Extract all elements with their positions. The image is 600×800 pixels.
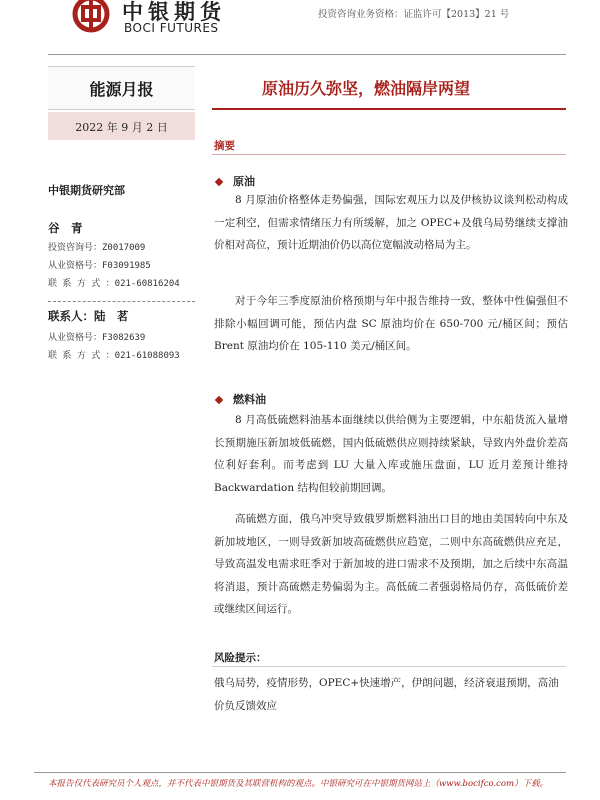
abstract-divider [212, 154, 566, 155]
report-title: 原油历久弥坚，燃油隔岸两望 [262, 79, 471, 98]
section-title-crude: 原油 [233, 175, 255, 188]
department: 中银期货研究部 [48, 184, 125, 197]
fuel-oil-paragraph-1: 8 月高低硫燃料油基本面继续以供给侧为主要逻辑，中东船货流入量增长预期施压新加坡低硫燃，国内低硫燃供应则持续紧缺，导致内外盘价差高位利好套利。而考虑到 LU 大量入库或施压盘面，LU 近月差预计维持 Backwardation 结构但较前期回调。 [214, 414, 568, 494]
diamond-bullet-icon [215, 396, 223, 404]
boc-logo-icon [68, 0, 114, 34]
footer-divider [34, 772, 566, 773]
risk-divider [212, 666, 566, 667]
contact-phone: 联 系 方 式 ：021-61088093 [48, 351, 180, 361]
contact-license-id: 从业资格号：F3082639 [48, 333, 146, 343]
abstract-label: 摘要 [214, 140, 235, 152]
analyst-license-id: 从业资格号：F03091985 [48, 261, 151, 271]
sidebar-divider [48, 301, 195, 302]
brand-name-en: BOCI FUTURES [124, 21, 219, 35]
contact-name: 联系人：陆 茗 [48, 309, 129, 323]
section-title-fuel-oil: 燃料油 [233, 393, 266, 406]
analyst-consult-id: 投资咨询号：Z0017009 [48, 243, 146, 253]
report-date: 2022 年 9 月 2 日 [75, 121, 168, 134]
fuel-oil-paragraph-2: 高硫燃方面，俄乌冲突导致俄罗斯燃料油出口目的地由美国转向中东及新加坡地区，一则导致新加坡高硫燃供应趋宽，二则中东高硫燃供应充足，导致高温发电需求旺季对于新加坡的进口需求不及预期，加之后续中东高温将消退，预计高硫燃走势偏弱为主。高低硫二者强弱格局仍存，高低硫价差或继续区间运行。 [214, 513, 568, 615]
crude-paragraph-1: 8 月原油价格整体走势偏强，国际宏观压力以及伊核协议谈判松动构成一定利空，但需求情绪压力有所缓解，加之 OPEC+及俄乌局势继续支撑油价相对高位，预计近期油价仍以高位宽幅波动格局为主。 [214, 194, 568, 251]
title-divider [212, 108, 566, 110]
risk-title: 风险提示： [214, 652, 267, 664]
risk-text: 俄乌局势，疫情形势，OPEC+快速增产，伊朗问题，经济衰退预期，高油价负反馈效应 [214, 677, 559, 712]
date-box [48, 112, 195, 140]
header-divider [48, 54, 566, 55]
analyst-phone: 联 系 方 式 ：021-60816204 [48, 279, 180, 289]
report-type: 能源月报 [89, 80, 154, 99]
page-header [0, 0, 600, 52]
analyst-name: 谷 青 [48, 221, 83, 235]
crude-paragraph-2: 对于今年三季度原油价格预期与年中报告维持一致，整体中性偏强但不排除小幅回调可能，预估内盘 SC 原油均价在 650-700 元/桶区间；预估 Brent 原油均价在 105-110 美元/桶区间。 [214, 295, 568, 352]
report-type-box [48, 66, 195, 110]
license-text: 投资咨询业务资格：证监许可【2013】21 号 [318, 9, 510, 20]
brand-name-cn: 中银期货 [122, 0, 226, 24]
diamond-bullet-icon [215, 178, 223, 186]
footer-disclaimer: 本报告仅代表研究员个人观点，并不代表中银期货及其联营机构的观点。中银研究可在中银期货网站上（www.bocifco.com）下载。 [48, 779, 549, 789]
